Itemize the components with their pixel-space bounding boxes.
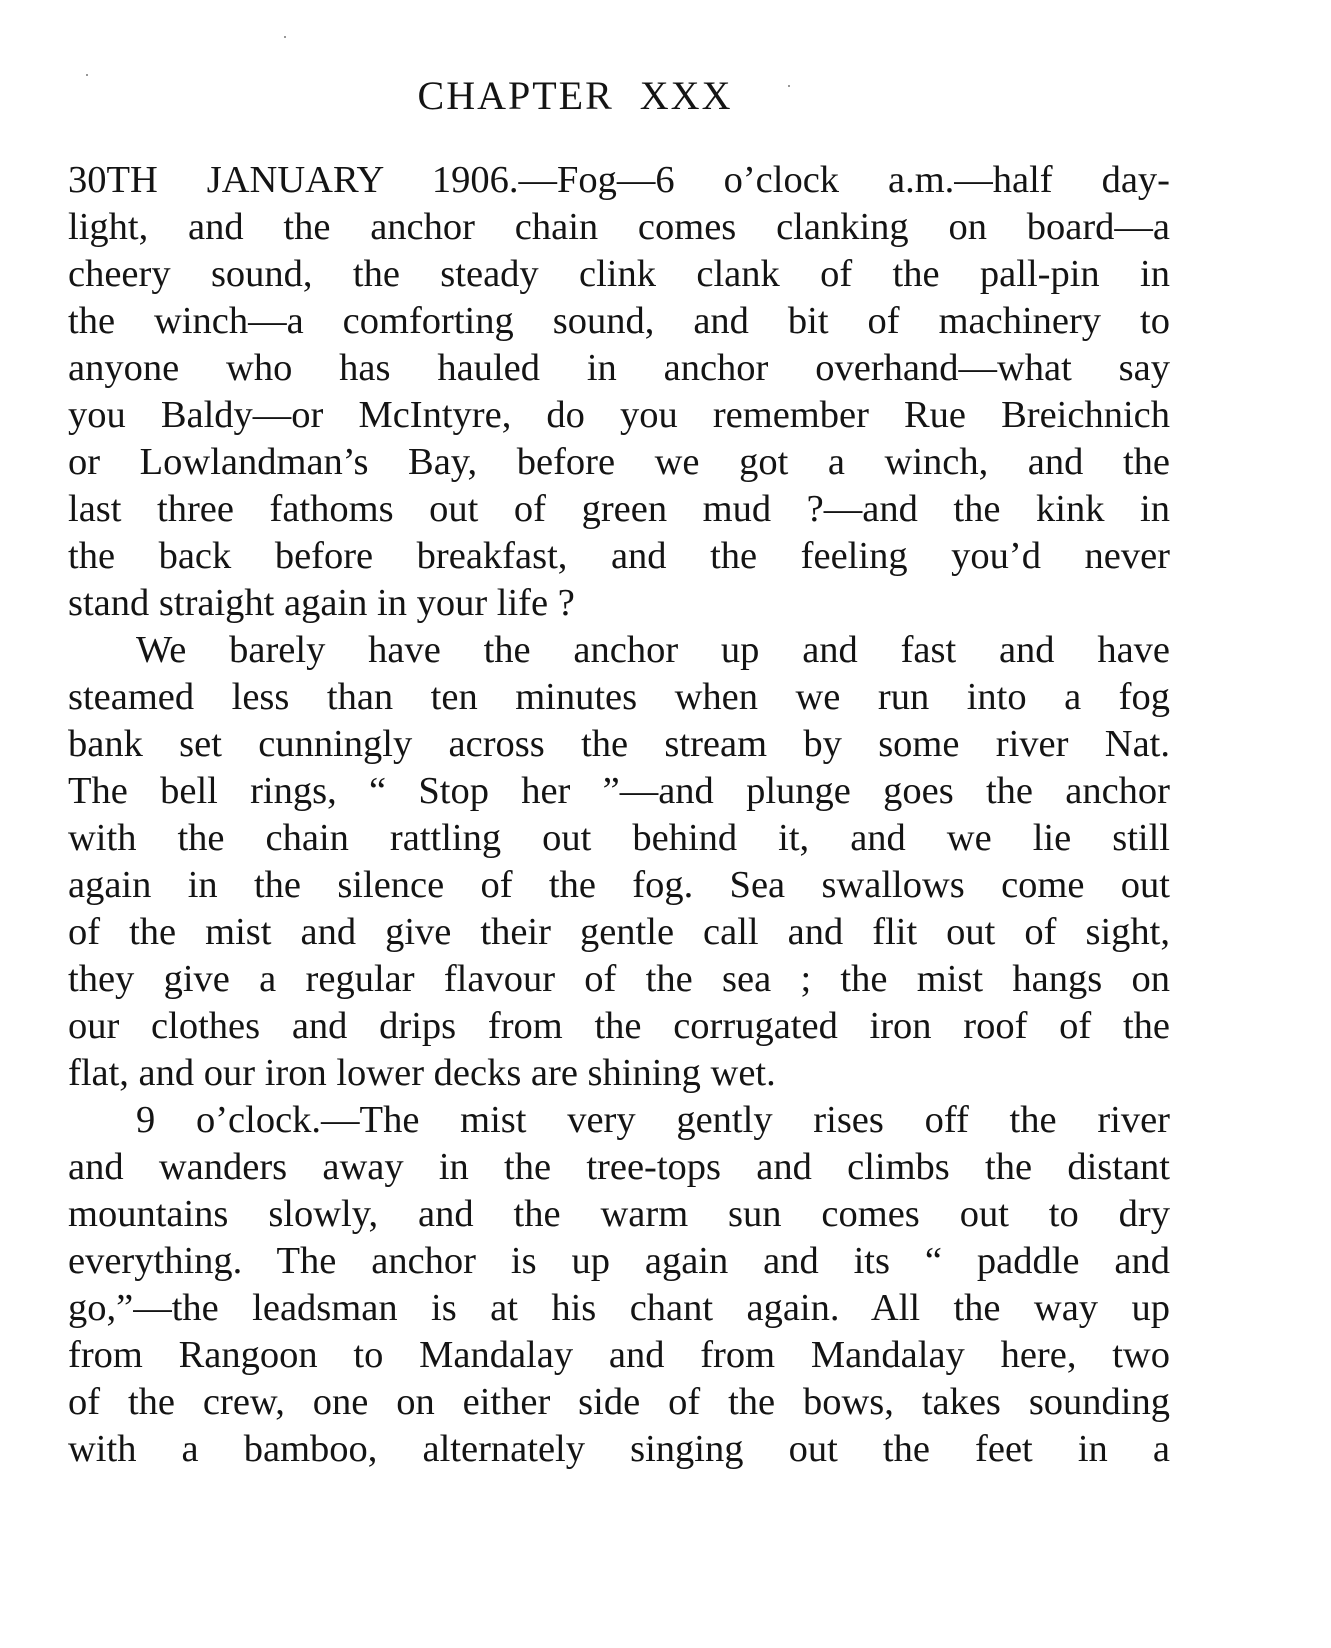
text-line: flat, and our iron lower decks are shining wet.	[68, 1052, 776, 1094]
text-line: of the crew, one on either side of the bows, takes sounding	[68, 1381, 1170, 1423]
text-line: bank set cunningly across the stream by some river Nat.	[68, 723, 1170, 765]
text-line: steamed less than ten minutes when we run into a fog	[68, 676, 1170, 718]
text-line: go,”—the leadsman is at his chant again. All the way up	[68, 1287, 1170, 1329]
text-line: 30TH JANUARY 1906.—Fog—6 o’clock a.m.—half day-	[68, 159, 1170, 201]
text-line: 9 o’clock.—The mist very gently rises off the river	[136, 1099, 1170, 1141]
text-line: the winch—a comforting sound, and bit of machinery to	[68, 300, 1170, 342]
text-line: of the mist and give their gentle call and flit out of sight,	[68, 911, 1170, 953]
text-line: from Rangoon to Mandalay and from Mandalay here, two	[68, 1334, 1170, 1376]
text-line: mountains slowly, and the warm sun comes out to dry	[68, 1193, 1170, 1235]
text-line: We barely have the anchor up and fast and have	[136, 629, 1170, 671]
text-line: light, and the anchor chain comes clanking on board—a	[68, 206, 1170, 248]
text-line: and wanders away in the tree-tops and climbs the distant	[68, 1146, 1170, 1188]
text-line: cheery sound, the steady clink clank of the pall-pin in	[68, 253, 1170, 295]
text-line: or Lowlandman’s Bay, before we got a winch, and the	[68, 441, 1170, 483]
text-line: The bell rings, “ Stop her ”—and plunge goes the anchor	[68, 770, 1170, 812]
text-line: with a bamboo, alternately singing out the feet in a	[68, 1428, 1170, 1470]
text-line: with the chain rattling out behind it, and we lie still	[68, 817, 1170, 859]
text-line: anyone who has hauled in anchor overhand—what say	[68, 347, 1170, 389]
text-line: stand straight again in your life ?	[68, 582, 575, 624]
scan-speck	[284, 36, 286, 38]
text-line: again in the silence of the fog. Sea swallows come out	[68, 864, 1170, 906]
text-line: our clothes and drips from the corrugated iron roof of the	[68, 1005, 1170, 1047]
text-line: they give a regular flavour of the sea ; the mist hangs on	[68, 958, 1170, 1000]
text-line: the back before breakfast, and the feeling you’d never	[68, 535, 1170, 577]
text-line: everything. The anchor is up again and its “ paddle and	[68, 1240, 1170, 1282]
text-line: last three fathoms out of green mud ?—and the kink in	[68, 488, 1170, 530]
text-line: you Baldy—or McIntyre, do you remember Rue Breichnich	[68, 394, 1170, 436]
chapter-title: CHAPTER XXX	[417, 73, 733, 118]
